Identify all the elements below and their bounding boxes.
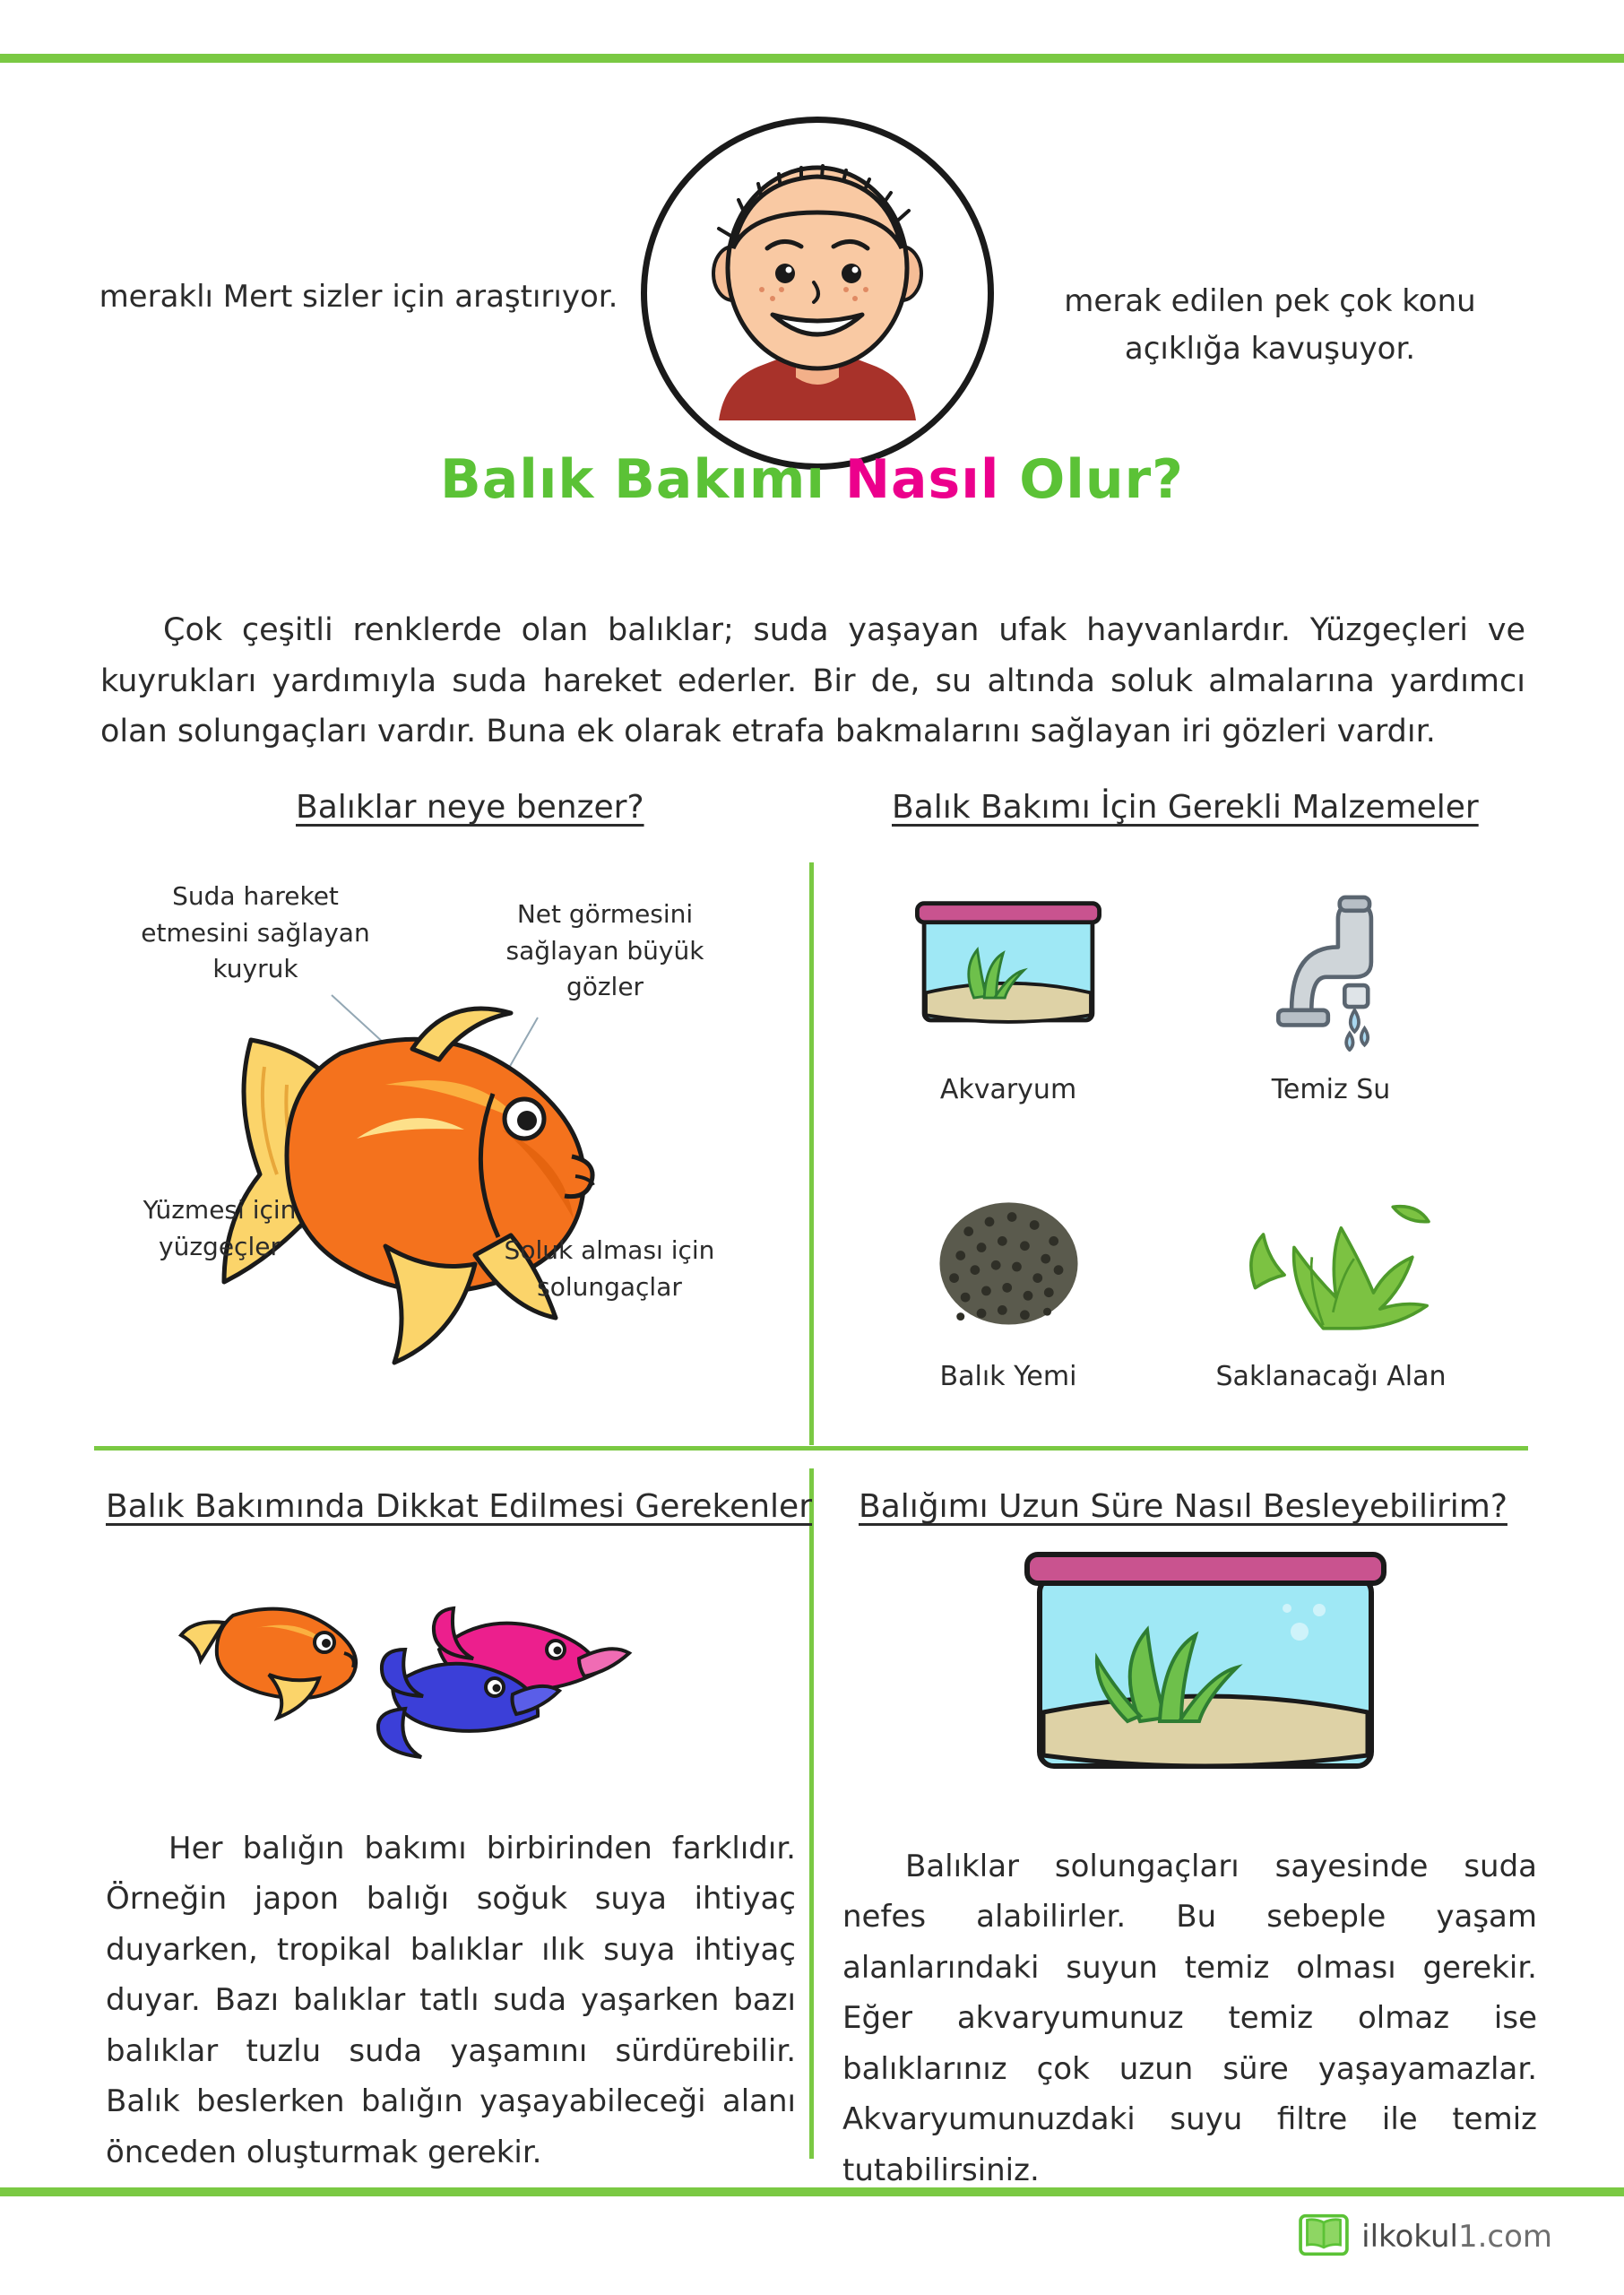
divider-horizontal <box>94 1446 1528 1451</box>
heading-fish-anatomy: Balıklar neye benzer? <box>296 789 644 826</box>
brand-name: ilkokul <box>1361 2219 1458 2255</box>
label-tail: Suda hareket etmesini sağlayan kuyruk <box>141 881 370 984</box>
title-part-1: Balık Bakımı <box>440 448 845 511</box>
speech-left: meraklı Mert sizler için araştırıyor. <box>99 279 618 315</box>
material-item <box>860 1156 1156 1392</box>
title-part-3: Olur? <box>1019 448 1184 511</box>
top-rule <box>0 54 1624 63</box>
materials-grid <box>860 861 1506 1434</box>
boy-avatar <box>641 117 994 470</box>
page-title <box>0 448 1624 511</box>
heading-care: Balık Bakımında Dikkat Edilmesi Gerekenler <box>106 1488 813 1525</box>
divider-vertical-bottom <box>809 1468 814 2159</box>
material-caption: Balık Yemi <box>939 1361 1077 1392</box>
material-caption: Saklanacağı Alan <box>1215 1361 1447 1392</box>
fish-food-icon <box>860 1156 1156 1354</box>
label-gills: Soluk alması için solungaçlar <box>504 1235 715 1302</box>
material-item <box>860 870 1156 1105</box>
title-part-2: Nasıl <box>844 448 1020 511</box>
aquarium-icon <box>860 870 1156 1067</box>
three-fish-illustration <box>170 1542 708 1766</box>
material-caption: Temiz Su <box>1271 1074 1391 1105</box>
seaweed-icon <box>1183 1156 1479 1354</box>
intro-paragraph: Çok çeşitli renklerde olan balıklar; suda yaşayan ufak hayvanlardır. Yüzgeçleri ve kuyrukları yardımıyla suda hareket ederler. Bir de, su altında soluk almalarına yardımcı olan solungaçları vardır. Buna ek olarak etrafa bakmalarını sağlayan iri gözleri vardır. <box>100 612 1525 750</box>
long-feeding-paragraph: Balıklar solungaçları sayesinde suda nefes alabilirler. Bu sebeple yaşam alanlarındaki suyun temiz olması gerekir. Eğer akvaryumunuz temiz olmaz ise balıklarınız çok uzun süre yaşayamazlar. Akvaryumunuzdaki suyu filtre ile temiz tutabilirsiniz. <box>842 1849 1537 2188</box>
label-eyes: Net görmesini sağlayan büyük gözler <box>505 899 704 1002</box>
divider-vertical-top <box>809 862 814 1445</box>
heading-long-feeding: Balığımı Uzun Süre Nasıl Besleyebilirim? <box>859 1488 1507 1525</box>
open-book-icon <box>1299 2213 1349 2261</box>
material-item <box>1183 870 1479 1105</box>
footer-brand <box>1299 2213 1552 2261</box>
faucet-icon <box>1183 870 1479 1067</box>
header <box>0 99 1624 421</box>
label-fins: Yüzmesi için yüzgeçler <box>143 1195 297 1261</box>
material-item <box>1183 1156 1479 1392</box>
brand-suffix: 1.com <box>1457 2219 1552 2255</box>
care-paragraph: Her balığın bakımı birbirinden farklıdır. Örneğin japon balığı soğuk suya ihtiyaç duyarken, tropikal balıklar ılık suya ihtiyaç duyar. Bazı balıklar tatlı suda yaşarken bazı balıklar tuzlu suda yaşamını sürdürebilir. Balık beslerken balığın yaşayabileceği alanı önceden oluşturmak gerekir. <box>106 1831 796 2170</box>
aquarium-illustration <box>1004 1533 1407 1784</box>
speech-right: merak edilen pek çok konu açıklığa kavuşuyor. <box>1064 283 1476 367</box>
brand-text <box>1361 2219 1552 2255</box>
material-caption: Akvaryum <box>939 1074 1077 1105</box>
fish-anatomy-diagram <box>117 861 780 1416</box>
heading-materials: Balık Bakımı İçin Gerekli Malzemeler <box>892 789 1479 826</box>
